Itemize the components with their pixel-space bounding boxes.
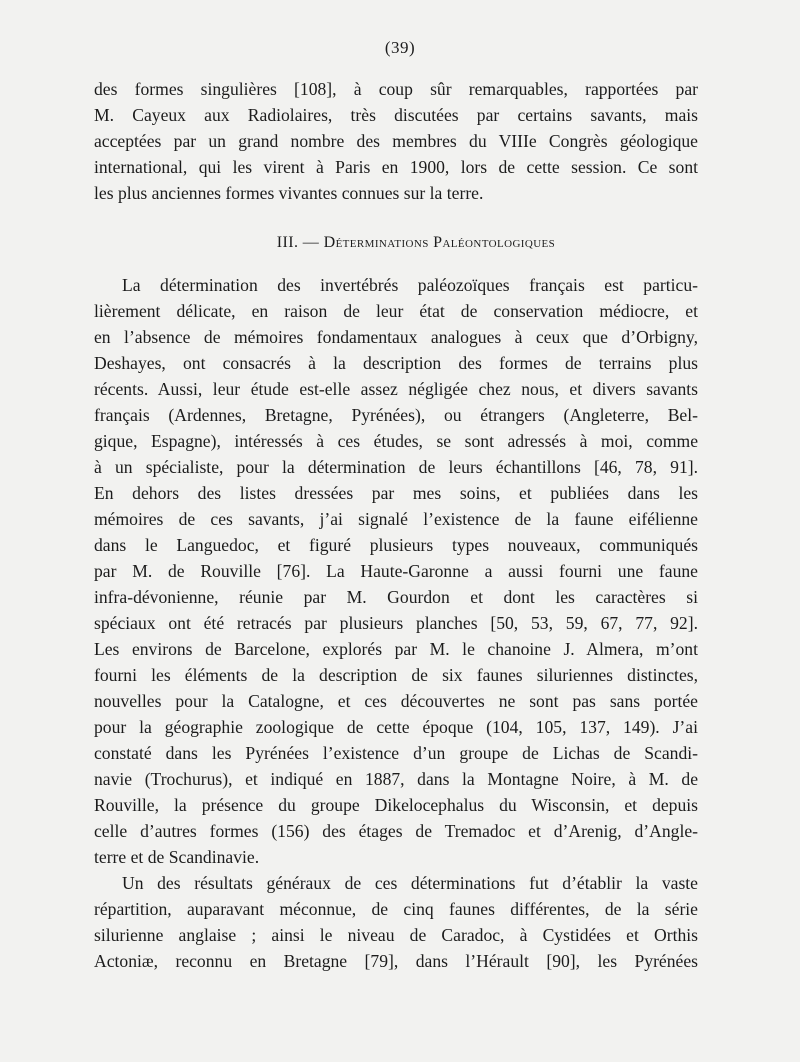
text-line: les plus anciennes formes vivantes connues sur la terre. (94, 183, 484, 203)
text-line: répartition, auparavant méconnue, de cinq faunes différentes, de la série (94, 899, 698, 919)
text-line: gique, Espagne), intéressés à ces études, se sont adressés à moi, comme (94, 431, 698, 451)
text-line: spéciaux ont été retracés par plusieurs planches [50, 53, 59, 67, 77, 92]. (94, 613, 698, 633)
text-line: infra-dévonienne, réunie par M. Gourdon et dont les caractères si (94, 587, 698, 607)
text-line: silurienne anglaise ; ainsi le niveau de Caradoc, à Cystidées et Orthis (94, 925, 698, 945)
section-heading (94, 230, 698, 256)
text-line: navie (Trochurus), et indiqué en 1887, dans la Montagne Noire, à M. de (94, 769, 698, 789)
paragraph-2 (94, 272, 698, 870)
text-line: Les environs de Barcelone, explorés par M. le chanoine J. Almera, m’ont (94, 639, 698, 659)
body-text (94, 76, 698, 974)
text-line: Rouville, la présence du groupe Dikelocephalus du Wisconsin, et depuis (94, 795, 698, 815)
paragraph-3 (94, 870, 698, 974)
text-line: pour la géographie zoologique de cette époque (104, 105, 137, 149). J’ai (94, 717, 698, 737)
text-line: par M. de Rouville [76]. La Haute-Garonne a aussi fourni une faune (94, 561, 698, 581)
text-line: En dehors des listes dressées par mes soins, et publiées dans les (94, 483, 698, 503)
text-line: Deshayes, ont consacrés à la description des formes de terrains plus (94, 353, 698, 373)
section-title: Déterminations Paléontologiques (323, 234, 556, 251)
text-line: terre et de Scandinavie. (94, 847, 260, 867)
text-line: fourni les éléments de la description de six faunes siluriennes distinctes, (94, 665, 698, 685)
text-line: français (Ardennes, Bretagne, Pyrénées), ou étrangers (Angleterre, Bel- (94, 405, 698, 425)
text-line: récents. Aussi, leur étude est-elle assez négligée chez nous, et divers savants (94, 379, 698, 399)
text-line: lièrement délicate, en raison de leur état de conservation médiocre, et (94, 301, 698, 321)
text-line: mémoires de ces savants, j’ai signalé l’existence de la faune eifélienne (94, 509, 698, 529)
text-line: Actoniæ, reconnu en Bretagne [79], dans l’Hérault [90], les Pyrénées (94, 951, 698, 971)
text-line: M. Cayeux aux Radiolaires, très discutées par certains savants, mais (94, 105, 698, 125)
text-line: à un spécialiste, pour la détermination de leurs échantillons [46, 78, 91]. (94, 457, 698, 477)
text-line: en l’absence de mémoires fondamentaux analogues à ceux que d’Orbigny, (94, 327, 698, 347)
text-line: celle d’autres formes (156) des étages de Tremadoc et d’Arenig, d’Angle- (94, 821, 698, 841)
section-numeral: III. (276, 234, 299, 251)
text-line: constaté dans les Pyrénées l’existence d’un groupe de Lichas de Scandi- (94, 743, 698, 763)
text-line: international, qui les virent à Paris en 1900, lors de cette session. Ce sont (94, 157, 698, 177)
text-line: La détermination des invertébrés paléozoïques français est particu- (122, 275, 698, 295)
text-line: dans le Languedoc, et figuré plusieurs types nouveaux, communiqués (94, 535, 698, 555)
text-line: acceptées par un grand nombre des membres du VIIIe Congrès géologique (94, 131, 698, 151)
text-line: nouvelles pour la Catalogne, et ces découvertes ne sont pas sans portée (94, 691, 698, 711)
page-number: (39) (384, 38, 416, 57)
text-line: Un des résultats généraux de ces déterminations fut d’établir la vaste (122, 873, 698, 893)
text-line: des formes singulières [108], à coup sûr remarquables, rapportées par (94, 79, 698, 99)
heading-dash: — (302, 234, 320, 251)
paragraph-1 (94, 76, 698, 206)
